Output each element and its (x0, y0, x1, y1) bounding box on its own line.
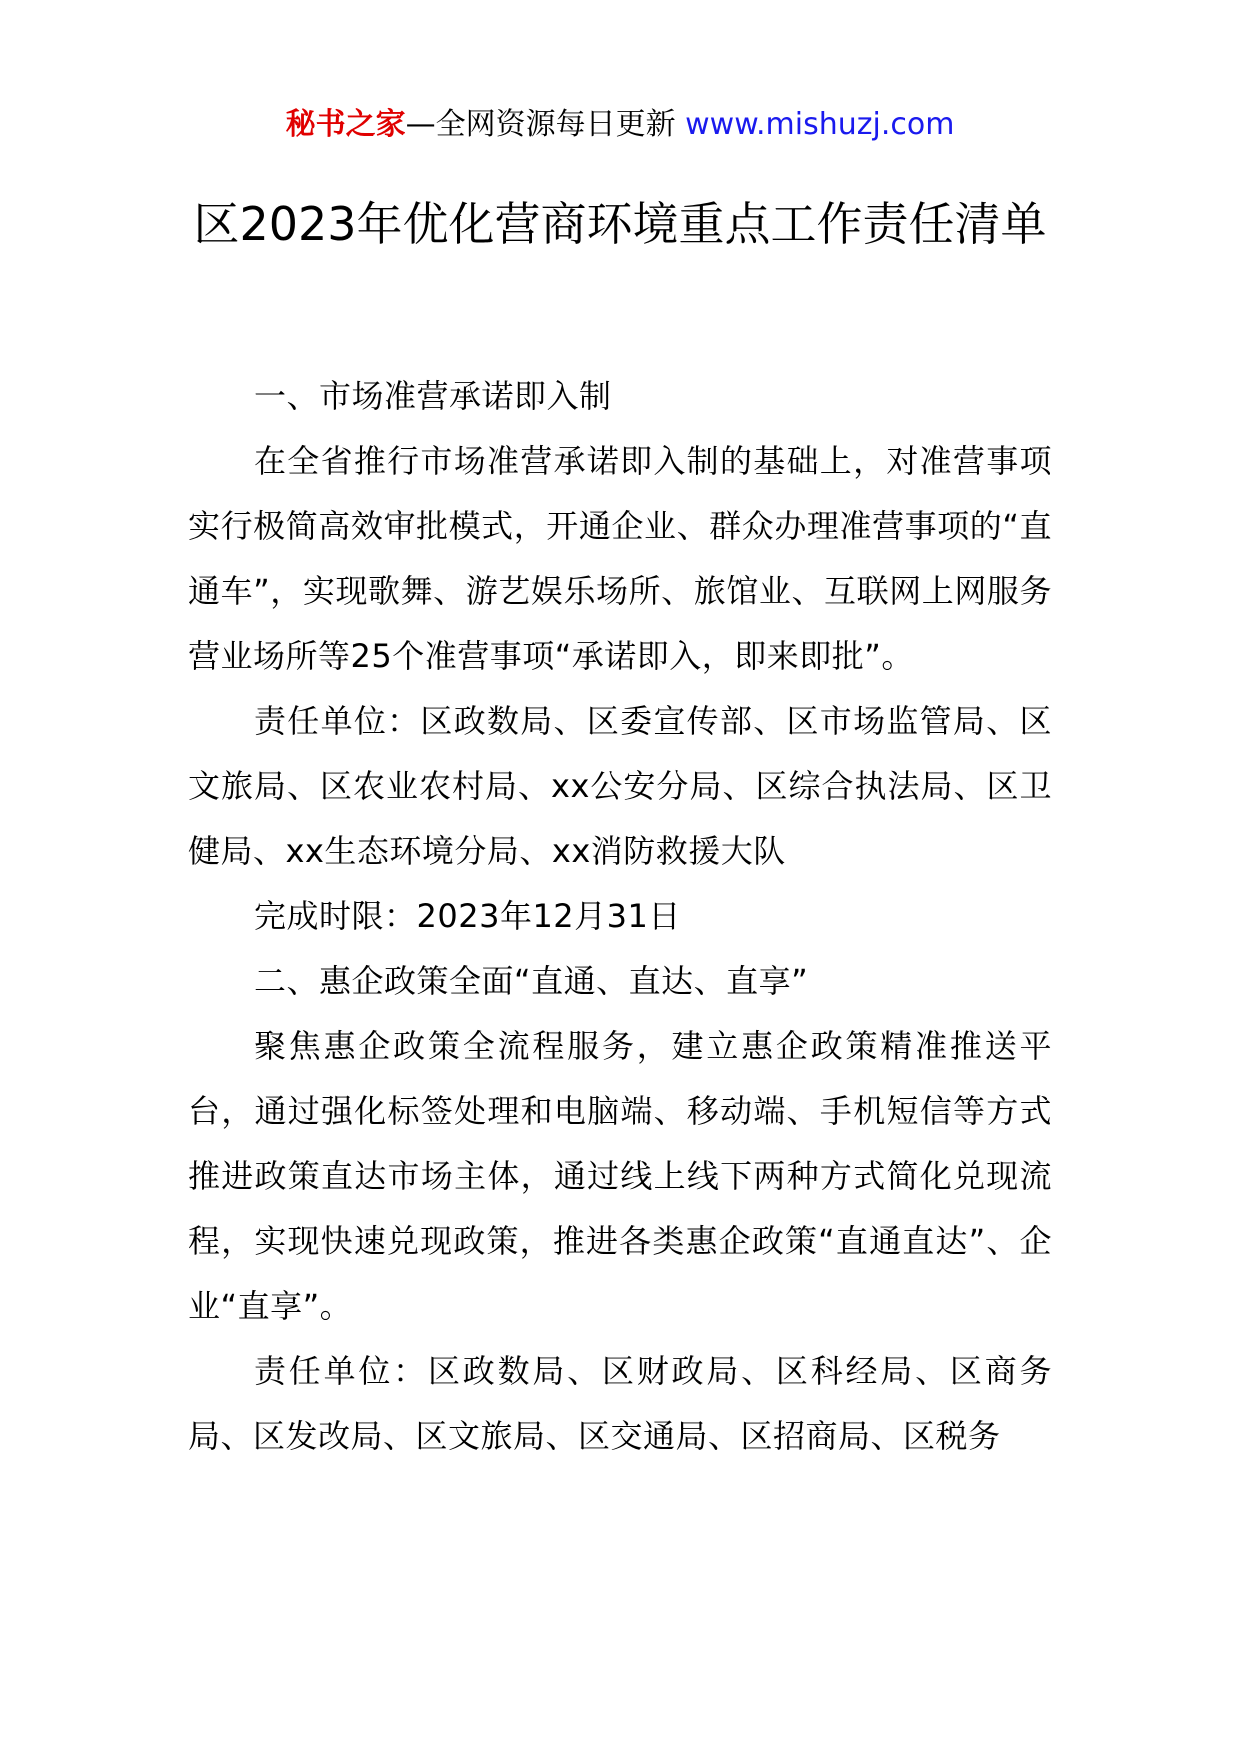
document-body (188, 364, 1052, 1469)
site-tagline: —全网资源每日更新 (405, 107, 676, 142)
site-brand: 秘书之家 (285, 107, 406, 142)
section-heading-1: 一、市场准营承诺即入制 (254, 377, 612, 415)
section-heading-2: 二、惠企政策全面“直通、直达、直享” (254, 962, 809, 1000)
responsible-units: 责任单位：区政数局、区财政局、区科经局、区商务局、区发改局、区文旅局、区交通局、区招商局、区税务 (188, 1352, 1052, 1455)
responsible-units: 责任单位：区政数局、区委宣传部、区市场监管局、区文旅局、区农业农村局、xx公安分局、区综合执法局、区卫健局、xx生态环境分局、xx消防救援大队 (188, 702, 1052, 870)
deadline: 完成时限：2023年12月31日 (254, 897, 681, 935)
document-title: 区2023年优化营商环境重点工作责任清单 (193, 197, 1047, 251)
site-url-link[interactable]: www.mishuzj.com (685, 107, 955, 142)
body-paragraph: 聚焦惠企政策全流程服务，建立惠企政策精准推送平台，通过强化标签处理和电脑端、移动端、手机短信等方式推进政策直达市场主体，通过线上线下两种方式简化兑现流程，实现快速兑现政策，推进各类惠企政策“直通直达”、企业“直享”。 (188, 1027, 1052, 1325)
site-header (0, 100, 1240, 150)
body-paragraph: 在全省推行市场准营承诺即入制的基础上，对准营事项实行极简高效审批模式，开通企业、群众办理准营事项的“直通车”，实现歌舞、游艺娱乐场所、旅馆业、互联网上网服务营业场所等25个准营事项“承诺即入，即来即批”。 (188, 442, 1052, 675)
